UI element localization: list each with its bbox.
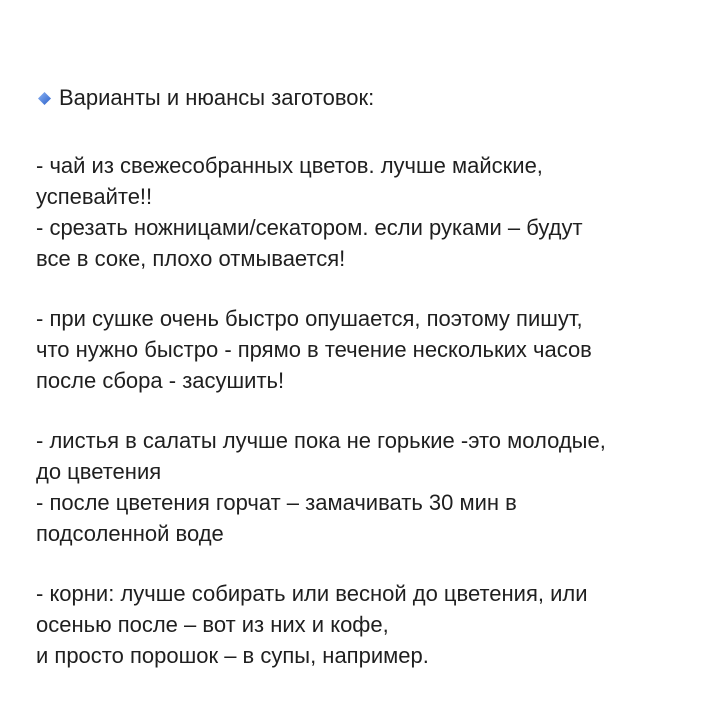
- text-line: успевайте!!: [36, 184, 153, 209]
- text-line: подсоленной воде: [36, 521, 224, 546]
- text-line: - срезать ножницами/секатором. если руками – будут: [36, 215, 583, 240]
- text-line: - после цветения горчат – замачивать 30 мин в: [36, 490, 517, 515]
- paragraph-block: [36, 150, 696, 274]
- paragraph-block: [36, 425, 696, 549]
- text-line: осенью после – вот из них и кофе,: [36, 612, 389, 637]
- text-line: после сбора - засушить!: [36, 368, 285, 393]
- post-text: [36, 84, 696, 700]
- text-line: все в соке, плохо отмывается!: [36, 246, 346, 271]
- paragraph-block: [36, 303, 696, 396]
- text-line: - листья в салаты лучше пока не горькие -это молодые,: [36, 428, 606, 453]
- text-line: до цветения: [36, 459, 162, 484]
- text-line: и просто порошок – в супы, например.: [36, 643, 429, 668]
- blue-diamond-icon: [38, 92, 51, 105]
- paragraph-block: [36, 578, 696, 671]
- text-line: - чай из свежесобранных цветов. лучше майские,: [36, 153, 543, 178]
- text-line: что нужно быстро - прямо в течение нескольких часов: [36, 337, 592, 362]
- heading-text: Варианты и нюансы заготовок:: [59, 85, 375, 110]
- text-line: - корни: лучше собирать или весной до цветения, или: [36, 581, 588, 606]
- heading: [36, 84, 696, 112]
- text-line: - при сушке очень быстро опушается, поэтому пишут,: [36, 306, 583, 331]
